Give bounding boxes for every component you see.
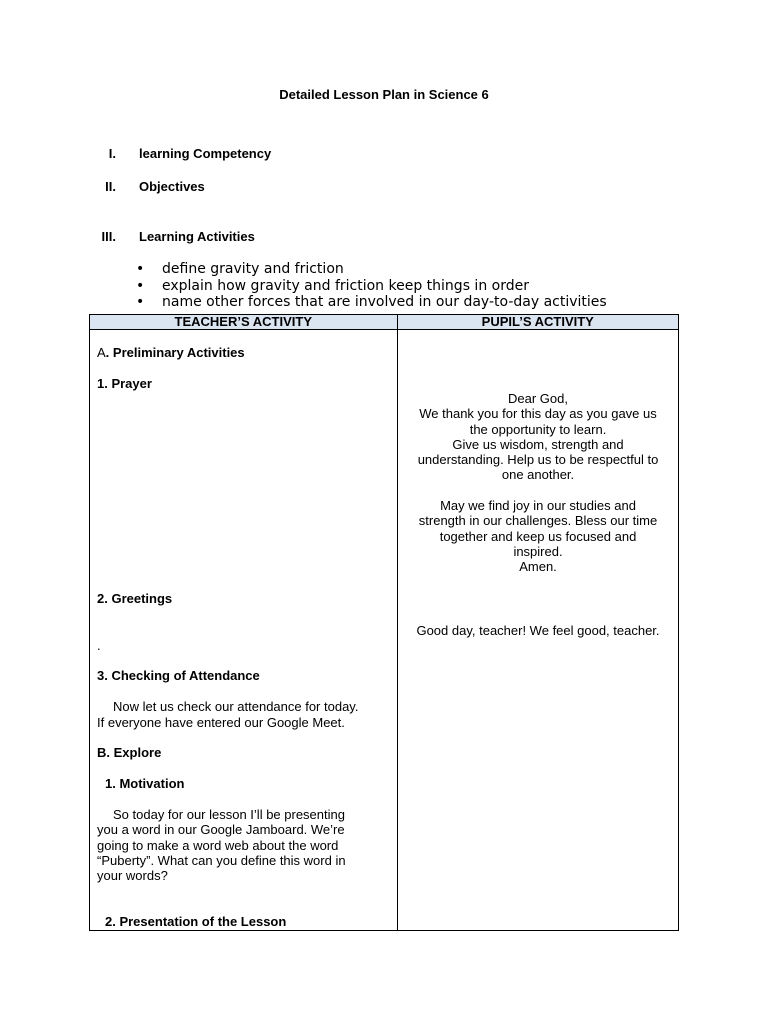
list-item: • name other forces that are involved in our day-to-day activities (136, 294, 607, 311)
prayer-heading: 1. Prayer (97, 376, 152, 391)
motivation-heading: 1. Motivation (105, 776, 185, 791)
prayer-line: together and keep us focused and (439, 528, 637, 544)
prayer-line-blank (398, 483, 679, 498)
prayer-line: Dear God, (508, 391, 568, 406)
list-item: • define gravity and friction (136, 261, 607, 278)
activity-table (89, 314, 679, 931)
prayer-line: Amen. (519, 559, 557, 575)
stray-dot: . (97, 638, 101, 653)
list-item: • explain how gravity and friction keep things in order (136, 278, 607, 295)
section-number: III. (101, 229, 116, 244)
prayer-line: one another. (501, 467, 575, 483)
prayer-text (398, 391, 679, 575)
greeting-reply: Good day, teacher! We feel good, teacher. (416, 623, 660, 638)
paragraph-line: So today for our lesson I’ll be presenting (113, 807, 345, 822)
section-number: I. (108, 146, 116, 161)
prayer-line: inspired. (513, 543, 563, 559)
explore-heading: B. Explore (97, 745, 162, 760)
preliminary-activities-heading: A. Preliminary Activities (97, 345, 245, 360)
attendance-text-line: Now let us check our attendance for today. (113, 699, 359, 714)
paragraph-line: going to make a word web about the word (97, 837, 339, 853)
prayer-line: Give us wisdom, strength and (452, 436, 624, 452)
prayer-line: strength in our challenges. Bless our time (418, 513, 658, 529)
prayer-line: May we find joy in our studies and (440, 498, 636, 514)
greetings-heading: 2. Greetings (97, 591, 173, 606)
presentation-heading: 2. Presentation of the Lesson (105, 914, 287, 929)
objectives-list (136, 261, 607, 311)
document-title: Detailed Lesson Plan in Science 6 (279, 87, 489, 102)
prayer-line: We thank you for this day as you gave us (419, 406, 657, 422)
section-label: Learning Activities (139, 229, 255, 244)
teacher-activity-header: TEACHER’S ACTIVITY (90, 315, 398, 330)
section-number: II. (105, 179, 116, 194)
attendance-text-line: If everyone have entered our Google Meet. (97, 715, 345, 730)
paragraph-line: “Puberty”. What can you define this word in (97, 852, 346, 868)
attendance-heading: 3. Checking of Attendance (97, 668, 260, 683)
pupil-activity-cell (397, 330, 678, 931)
section-label: Objectives (139, 179, 205, 194)
pupil-activity-header: PUPIL’S ACTIVITY (397, 315, 678, 330)
section-label: learning Competency (139, 146, 272, 161)
prayer-line: understanding. Help us to be respectful to (417, 452, 659, 468)
motivation-paragraph (97, 807, 392, 883)
teacher-activity-cell (90, 330, 398, 931)
prayer-line: the opportunity to learn. (469, 421, 607, 437)
paragraph-line: you a word in our Google Jamboard. We’re (97, 822, 345, 838)
paragraph-line: your words? (97, 868, 168, 884)
